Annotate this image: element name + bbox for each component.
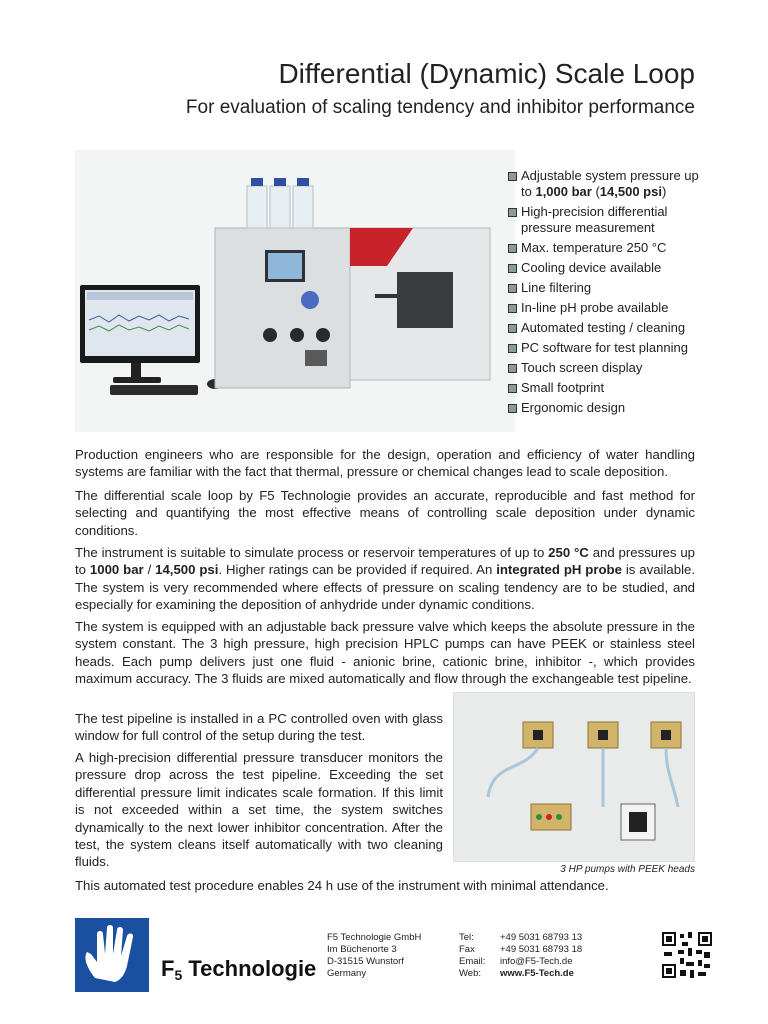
qr-code-icon [662, 932, 712, 978]
paragraph-specs: The instrument is suitable to simulate process or reservoir temperatures of up to 250 °C and pressures up to 1000 bar / 14,500 psi. Higher ratings can be provided if required. An integrated pH probe is available. The system is very recommended where effects of pressure on scaling tendency are to be studied, and especially for examining the deposition of anhydride under dynamic conditions. [75, 545, 695, 613]
oven [350, 228, 490, 380]
paragraph-method: The differential scale loop by F5 Technologie provides an accurate, reproducible and fast method for selecting and quantifying the most effective means of controlling scale deposition under dynamic conditions. [75, 488, 695, 538]
bullet-icon [508, 304, 517, 313]
bullet-icon [508, 404, 517, 413]
hand-logo-icon [75, 918, 149, 992]
feature-item: Adjustable system pressure up to 1,000 bar (14,500 psi) [508, 168, 708, 200]
feature-item: High-precision differential pressure measurement [508, 204, 708, 236]
company-address: F5 Technologie GmbH Im Büchenorte 3 D-31515 Wunstorf Germany [327, 932, 422, 979]
feature-item: Ergonomic design [508, 400, 708, 416]
paragraph-intro: Production engineers who are responsible for the design, operation and efficiency of water handling systems are familiar with the fact that thermal, pressure or chemical changes lead to scale deposition. [75, 447, 695, 480]
reagent-bottles [247, 178, 313, 228]
bullet-icon [508, 344, 517, 353]
bullet-icon [508, 364, 517, 373]
feature-item: Small footprint [508, 380, 708, 396]
document-title: Differential (Dynamic) Scale Loop [278, 58, 695, 89]
feature-item: Automated testing / cleaning [508, 320, 708, 336]
keyboard [110, 385, 198, 395]
product-photo [75, 150, 515, 432]
feature-item: Line filtering [508, 280, 708, 296]
bullet-icon [508, 324, 517, 333]
pump-head [588, 722, 618, 748]
contact-values [500, 932, 582, 980]
pumps-photo [453, 692, 695, 862]
email-link[interactable]: info@F5-Tech.de [500, 956, 573, 967]
paragraph-automation: This automated test procedure enables 24 h use of the instrument with minimal attendance. [75, 878, 609, 893]
photo-caption: 3 HP pumps with PEEK heads [560, 864, 695, 875]
bullet-icon [508, 244, 517, 253]
contact-labels: Tel: Fax Email: Web: [459, 932, 486, 979]
feature-item: Max. temperature 250 °C [508, 240, 708, 256]
feature-item: Touch screen display [508, 360, 708, 376]
pump-head [651, 722, 681, 748]
feature-list [508, 168, 708, 420]
paragraph-oven: The test pipeline is installed in a PC controlled oven with glass window for full control of the setup during the test. [75, 711, 443, 744]
bullet-icon [508, 172, 517, 181]
bullet-icon [508, 284, 517, 293]
pump-head [523, 722, 553, 748]
feature-item: In-line pH probe available [508, 300, 708, 316]
bullet-icon [508, 208, 517, 217]
company-brand: F5 Technologie [161, 956, 317, 983]
fax-number: +49 5031 68793 18 [500, 944, 583, 955]
website-link[interactable]: www.F5-Tech.de [500, 968, 574, 979]
feature-item: Cooling device available [508, 260, 708, 276]
paragraph-pumps: The system is equipped with an adjustable back pressure valve which keeps the absolute pressure in the system constant. The 3 high pressure, high precision HPLC pumps can have PEEK or stainless steel heads. Each pump delivers just one fluid - anionic brine, cationic brine, inhibitor -, which provides maximum accuracy. The 3 fluids are mixed automatically and flow through the exchangeable test pipeline. [75, 619, 695, 687]
phone-number: +49 5031 68793 13 [500, 932, 583, 943]
instrument-cabinet [215, 228, 350, 388]
bullet-icon [508, 264, 517, 273]
document-subtitle: For evaluation of scaling tendency and inhibitor performance [185, 97, 695, 118]
feature-item: PC software for test planning [508, 340, 708, 356]
paragraph-transducer: A high-precision differential pressure transducer monitors the pressure drop across the test pipeline. Exceeding the set differential pressure limit indicates scale formation. If this limit is not exceeded within a set time, the system switches dynamically to the next lower inhibitor concentration. After the test, the system cleans itself automatically with two cleaning fluids. [75, 750, 443, 870]
bullet-icon [508, 384, 517, 393]
